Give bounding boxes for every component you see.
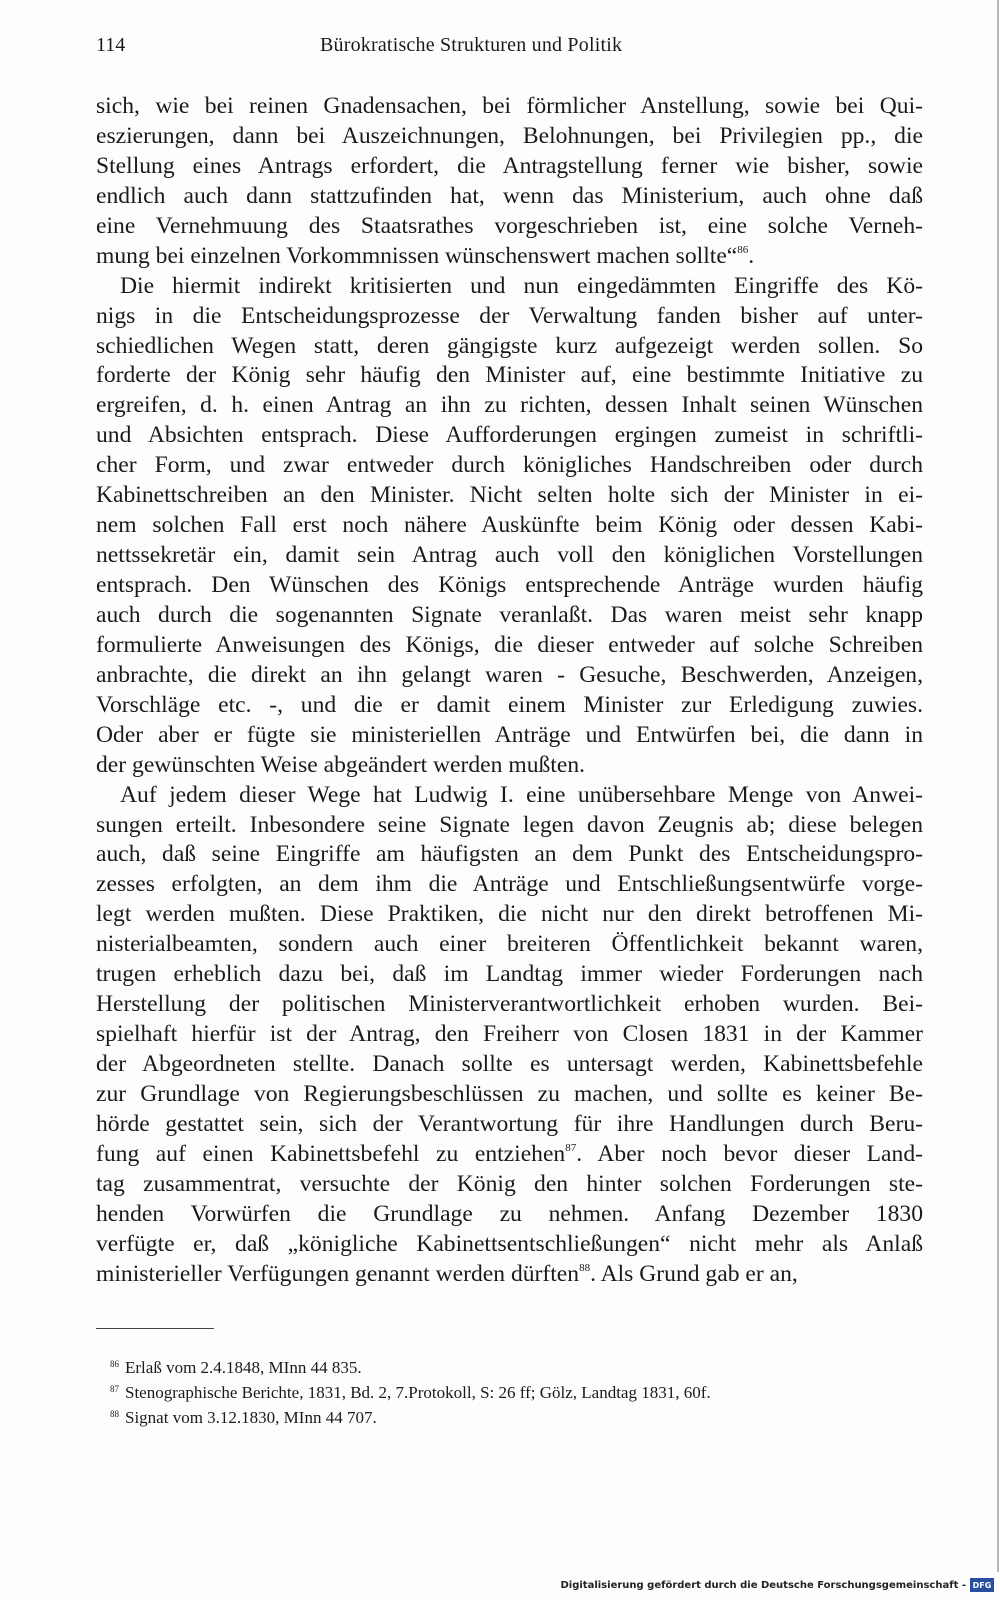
text-line: Oder aber er fügte sie ministeriellen Anträge und Entwürfen bei, die dann in: [96, 721, 923, 748]
footnote-reference: 86: [737, 243, 749, 256]
text-line: trugen erheblich dazu bei, daß im Landtag immer wieder Forderungen nach: [96, 961, 923, 988]
text-line: Auf jedem dieser Wege hat Ludwig I. eine unübersehbare Menge von Anwei-: [120, 781, 923, 808]
footnote-text: Erlaß vom 2.4.1848, MInn 44 835.: [125, 1358, 362, 1377]
footnote-text: Signat vom 3.12.1830, MInn 44 707.: [125, 1408, 377, 1427]
text-line: auch durch die sogenannten Signate veranlaßt. Das waren meist sehr knapp: [96, 601, 923, 628]
text-line: henden Vorwürfen die Grundlage zu nehmen. Anfang Dezember 1830: [96, 1200, 923, 1227]
footnote-number: 87: [110, 1384, 119, 1394]
footnote-item: [110, 1355, 890, 1380]
text-line: hörde gestattet sein, sich der Verantwortung für ihre Handlungen durch Beru-: [96, 1110, 923, 1137]
text-line: und Absichten entsprach. Diese Aufforderungen ergingen zumeist in schriftli-: [96, 422, 923, 449]
text-line: ministerieller Verfügungen genannt werden dürften$^{88}$. Als Grund gab er an,: [96, 1260, 798, 1287]
text-line: eszierungen, dann bei Auszeichnungen, Belohnungen, bei Privilegien pp., die: [96, 122, 923, 149]
text-line: Stellung eines Antrags erfordert, die Antragstellung ferner wie bisher, sowie: [96, 152, 923, 179]
text-line: Kabinettschreiben an den Minister. Nicht selten holte sich der Minister in ei-: [96, 482, 923, 509]
text-line: sich, wie bei reinen Gnadensachen, bei förmlicher Anstellung, sowie bei Qui-: [96, 93, 923, 119]
text-line: ergreifen, d. h. einen Antrag an ihn zu richten, dessen Inhalt seinen Wünschen: [96, 392, 923, 419]
text-line: Herstellung der politischen Ministerverantwortlichkeit erhoben wurden. Bei-: [96, 991, 923, 1018]
text-line: endlich auch dann stattzufinden hat, wenn das Ministerium, auch ohne daß: [96, 182, 923, 209]
footnote-number: 86: [110, 1359, 119, 1369]
text-line: spielhaft hierfür ist der Antrag, den Freiherr von Closen 1831 in der Kammer: [96, 1021, 923, 1048]
text-line: formulierte Anweisungen des Königs, die dieser entweder auf solche Schreiben: [96, 631, 923, 658]
text-line: nigs in die Entscheidungsprozesse der Verwaltung fanden bisher auf unter-: [96, 302, 923, 329]
text-line: sungen erteilt. Inbesondere seine Signate legen davon Zeugnis ab; diese belegen: [96, 811, 923, 838]
text-line: legt werden mußten. Diese Praktiken, die nicht nur den direkt betroffenen Mi-: [96, 901, 923, 928]
text-line: der Abgeordneten stellte. Danach sollte es untersagt werden, Kabinettsbefehle: [96, 1051, 923, 1077]
footnote-text: Stenographische Berichte, 1831, Bd. 2, 7.Protokoll, S: 26 ff; Gölz, Landtag 1831, 60f.: [125, 1383, 711, 1402]
text-line: entsprach. Den Wünschen des Königs entsprechende Anträge wurden häufig: [96, 572, 923, 598]
footnotes: [110, 1355, 890, 1430]
text-line: fung auf einen Kabinettsbefehl zu entziehen$^{87}$. Aber noch bevor dieser Land-: [96, 1140, 923, 1167]
footnote-item: [110, 1380, 890, 1405]
text-line: cher Form, und zwar entweder durch königliches Handschreiben oder durch: [96, 452, 923, 479]
text-line: zesses erfolgten, an dem ihm die Anträge und Entschließungsentwürfe vorge-: [96, 871, 923, 898]
text-line: nisterialbeamten, sondern auch einer breiteren Öffentlichkeit bekannt waren,: [96, 931, 923, 958]
running-header: Bürokratische Strukturen und Politik: [320, 34, 623, 56]
page-edge-shadow: [997, 0, 999, 1572]
digitization-notice: Digitalisierung gefördert durch die Deutsche Forschungsgemeinschaft -: [560, 1580, 966, 1591]
body-text: [96, 92, 923, 1290]
text-line: nettssekretär ein, damit sein Antrag auch voll den königlichen Vorstellungen: [96, 542, 923, 569]
text-line: schiedlichen Wegen statt, deren gängigste kurz aufgezeigt werden sollen. So: [96, 332, 923, 359]
footnote-reference: 88: [579, 1261, 591, 1274]
footnote-number: 88: [110, 1409, 119, 1419]
text-line: forderte der König sehr häufig den Minister auf, eine bestimmte Initiative zu: [96, 362, 923, 389]
text-line: Die hiermit indirekt kritisierten und nun eingedämmten Eingriffe des Kö-: [120, 272, 923, 299]
footnote-reference: 87: [565, 1141, 577, 1154]
text-line: mung bei einzelnen Vorkommnissen wünschenswert machen sollte“$^{86}$.: [96, 242, 755, 269]
text-line: auch, daß seine Eingriffe am häufigsten an dem Punkt des Entscheidungspro-: [96, 841, 923, 868]
text-line: tag zusammentrat, versuchte der König den hinter solchen Forderungen ste-: [96, 1170, 923, 1197]
text-line: zur Grundlage von Regierungsbeschlüssen zu machen, und sollte es keiner Be-: [96, 1080, 923, 1107]
text-line: anbrachte, die direkt an ihn gelangt waren - Gesuche, Beschwerden, Anzeigen,: [96, 661, 923, 688]
text-line: verfügte er, daß „königliche Kabinettsentschließungen“ nicht mehr als Anlaß: [96, 1230, 923, 1257]
footnote-item: [110, 1405, 890, 1430]
text-line: eine Vernehmuung des Staatsrathes vorgeschrieben ist, eine solche Verneh-: [96, 212, 923, 239]
page-number: 114: [96, 34, 126, 56]
dfg-logo: DFG: [970, 1578, 994, 1592]
text-line: nem solchen Fall erst noch nähere Auskünfte beim König oder dessen Kabi-: [96, 512, 923, 539]
footnote-divider: [96, 1328, 214, 1329]
text-line: Vorschläge etc. -, und die er damit einem Minister zur Erledigung zuwies.: [96, 691, 923, 718]
text-line: der gewünschten Weise abgeändert werden mußten.: [96, 751, 586, 778]
